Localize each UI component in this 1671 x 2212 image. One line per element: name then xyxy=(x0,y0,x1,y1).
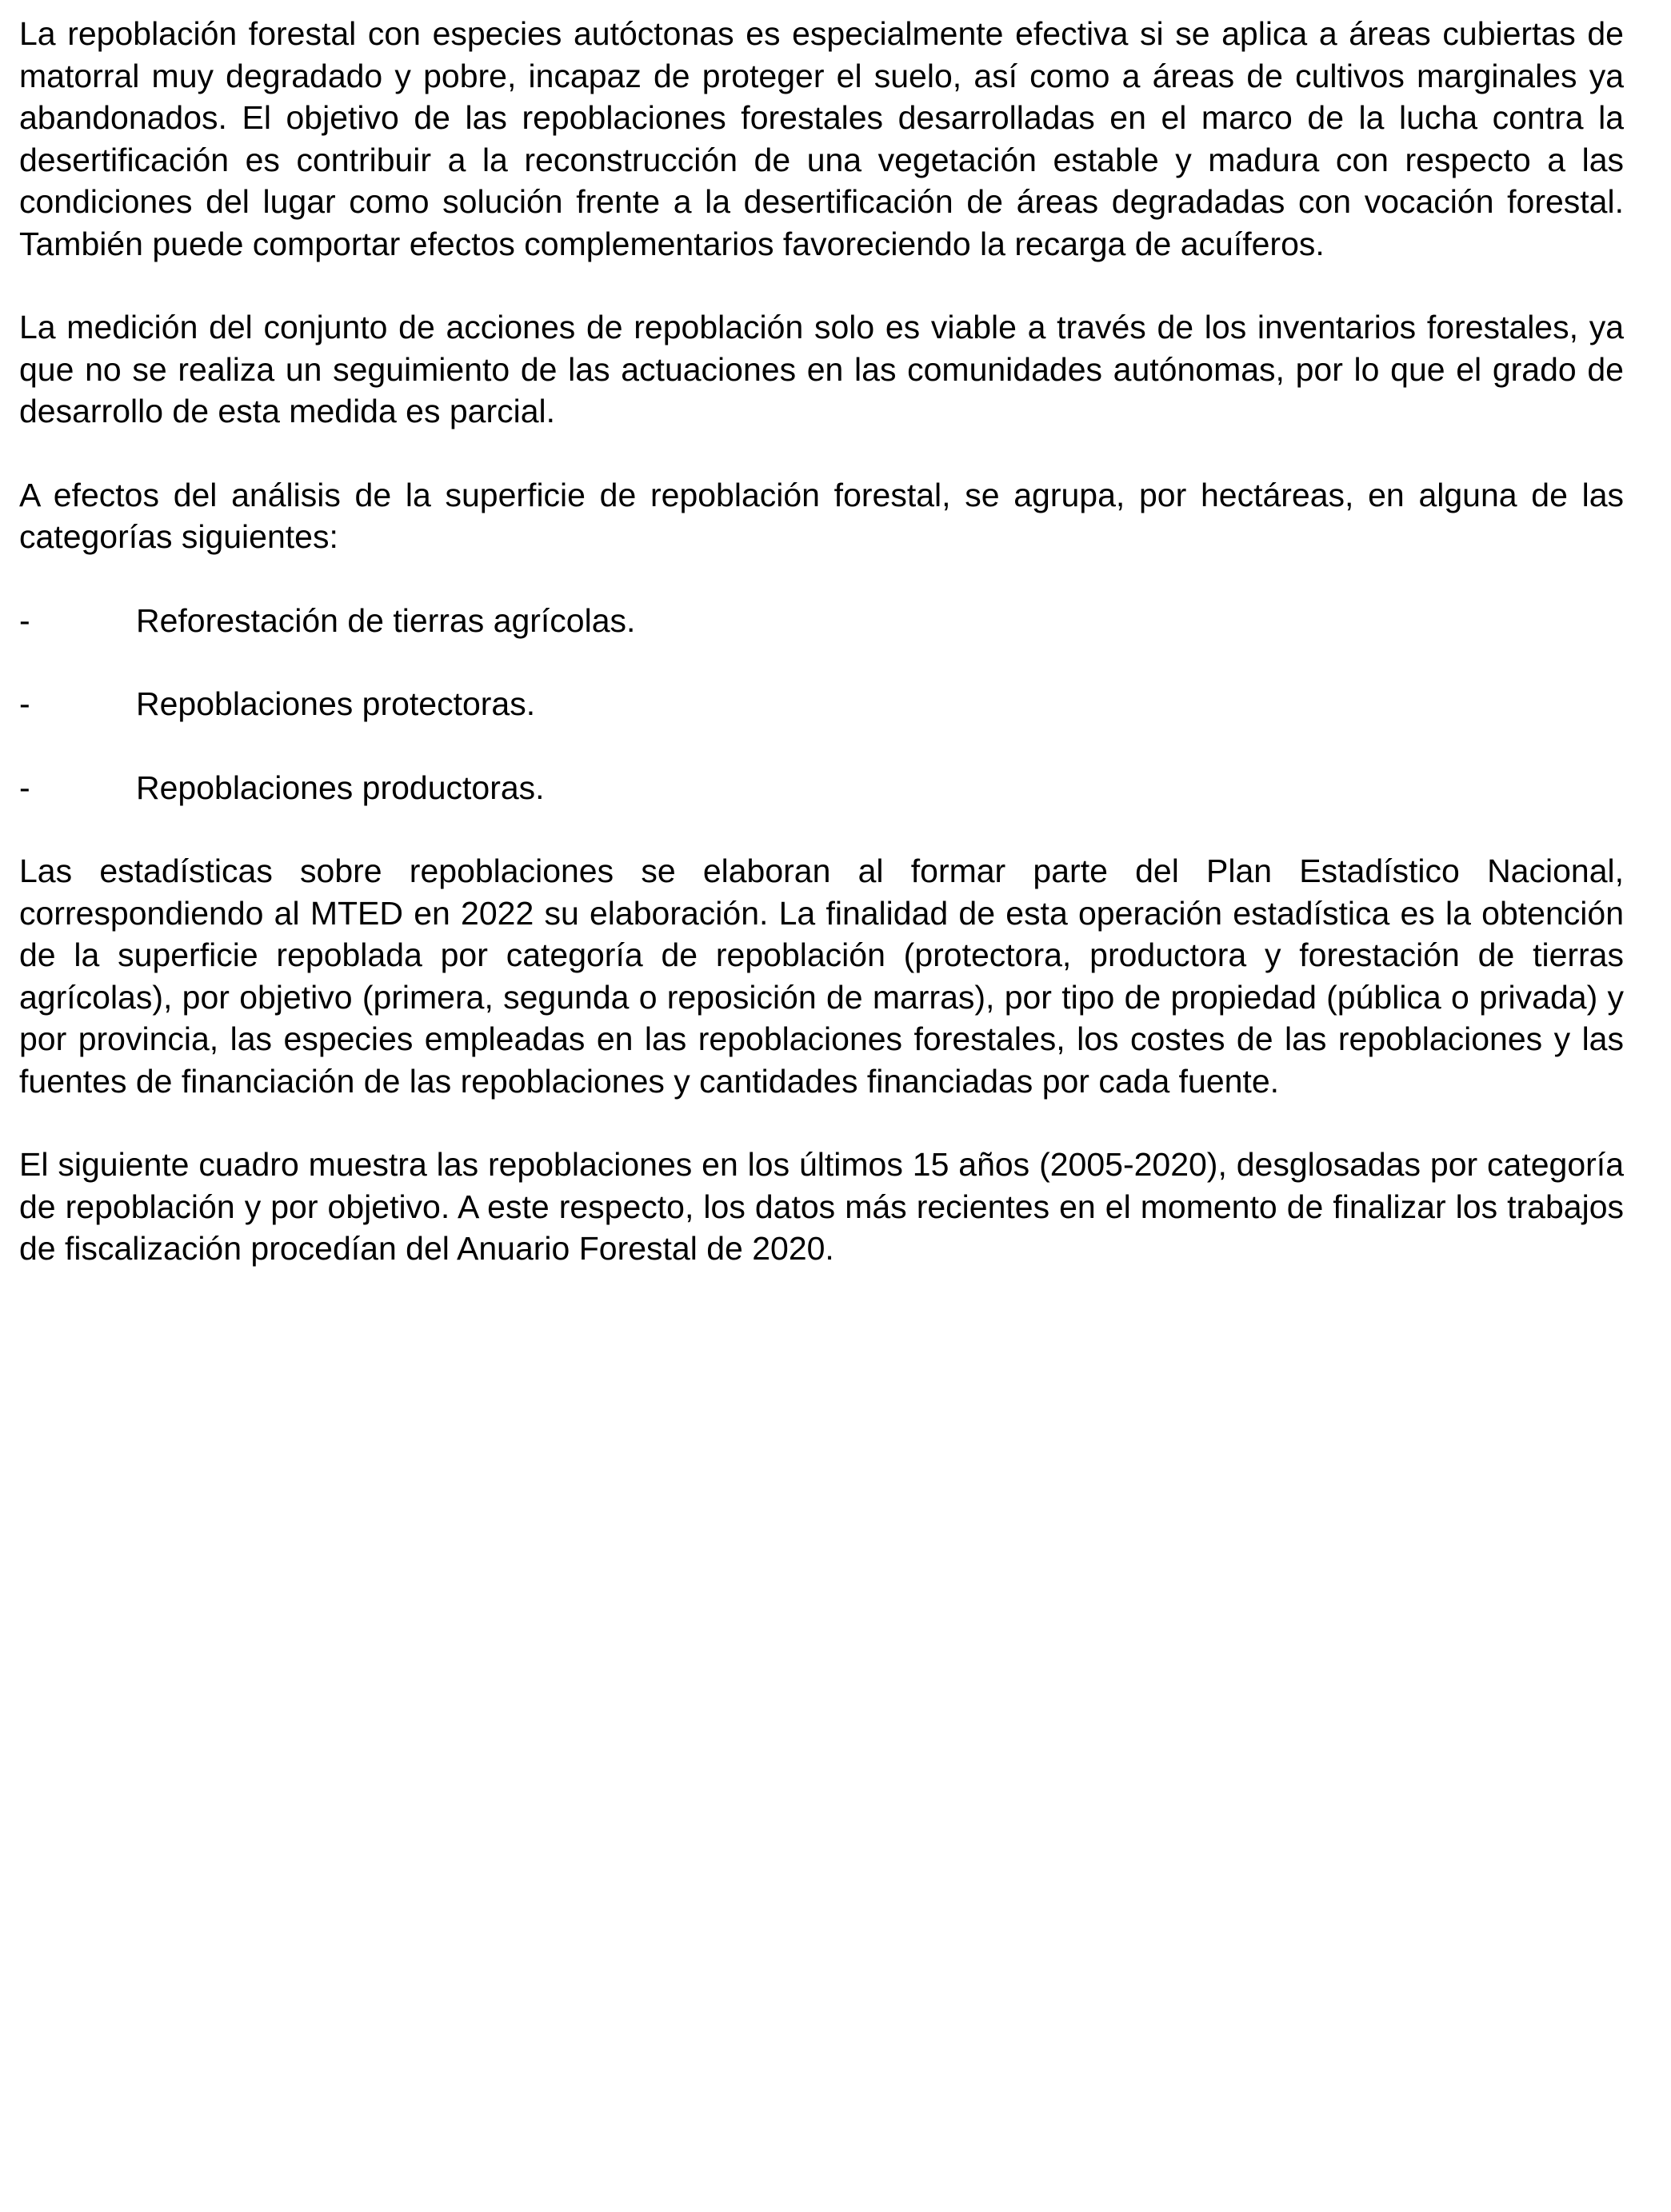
list-bullet: - xyxy=(19,601,30,639)
list-item-productoras xyxy=(19,767,1624,809)
paragraph-categorias-intro: A efectos del análisis de la superficie de repoblación forestal, se agrupa, por hectáreas, en alguna de las categorías siguientes: xyxy=(19,476,1624,555)
list-item-label: Reforestación de tierras agrícolas. xyxy=(136,601,636,639)
list-item-protectoras xyxy=(19,683,1624,725)
paragraph-estadisticas: Las estadísticas sobre repoblaciones se elaboran al formar parte del Plan Estadístico Nacional, correspondiendo al MTED en 2022 su elaboración. La finalidad de esta operación estadística es la obtención de la superficie repoblada por categoría de repoblación (protectora, productora y forestación de tierras agrícolas), por objetivo (primera, segunda o reposición de marras), por tipo de propiedad (pública o privada) y por provincia, las especies empleadas en las repoblaciones forestales, los costes de las repoblaciones y las fuentes de financiación de las repoblaciones y cantidades financiadas por cada fuente. xyxy=(19,852,1624,1100)
paragraph-medicion-acciones: La medición del conjunto de acciones de repoblación solo es viable a través de los inventarios forestales, ya que no se realiza un seguimiento de las actuaciones en las comunidades autónomas, por lo que el grado de desarrollo de esta medida es parcial. xyxy=(19,309,1624,429)
paragraph-repoblacion-autoctona: La repoblación forestal con especies autóctonas es especialmente efectiva si se aplica a áreas cubiertas de matorral muy degradado y pobre, incapaz de proteger el suelo, así como a áreas de cultivos marginales ya abandonados. El objetivo de las repoblaciones forestales desarrolladas en el marco de la lucha contra la desertificación es contribuir a la reconstrucción de una vegetación estable y madura con respecto a las condiciones del lugar como solución frente a la desertificación de áreas degradadas con vocación forestal. También puede comportar efectos complementarios favoreciendo la recarga de acuíferos. xyxy=(19,15,1624,262)
list-item-label: Repoblaciones productoras. xyxy=(136,769,545,806)
paragraph-cuadro-intro: El siguiente cuadro muestra las repoblaciones en los últimos 15 años (2005-2020), desglosadas por categoría de repoblación y por objetivo. A este respecto, los datos más recientes en el momento de finalizar los trabajos de fiscalización procedían del Anuario Forestal de 2020. xyxy=(19,1146,1624,1267)
list-bullet: - xyxy=(19,769,30,806)
list-item-reforestacion xyxy=(19,600,1624,642)
list-item-label: Repoblaciones protectoras. xyxy=(136,685,536,722)
document-page xyxy=(19,13,1624,1312)
list-bullet: - xyxy=(19,685,30,722)
